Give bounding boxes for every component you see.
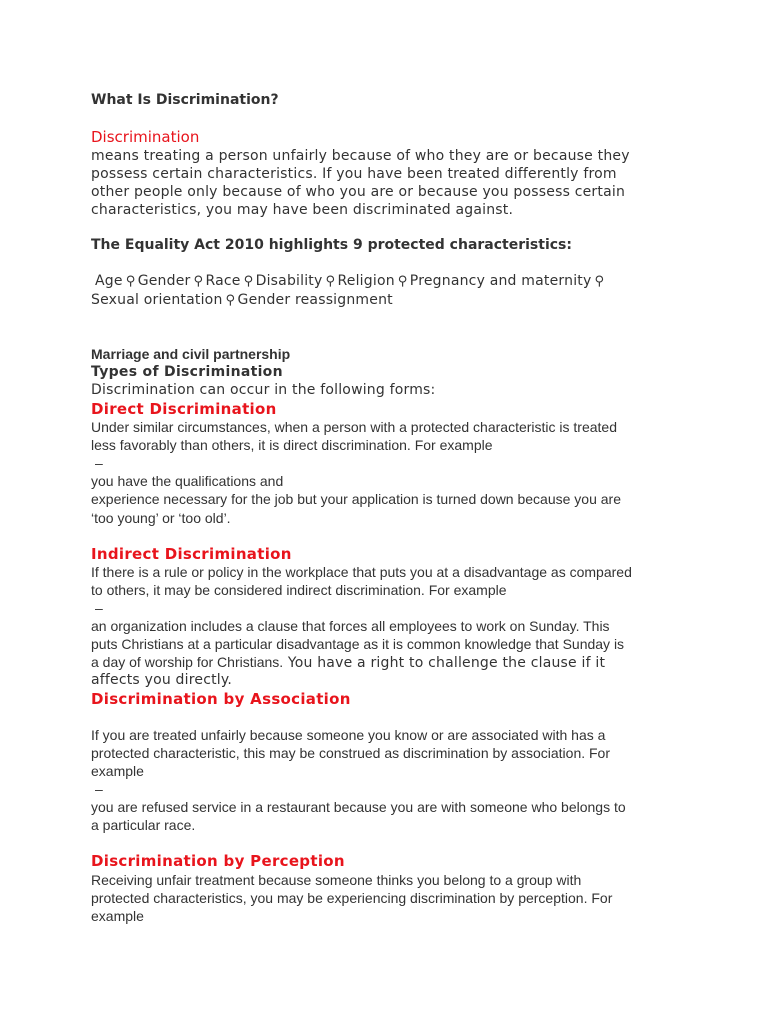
- paragraph-line: example: [91, 908, 144, 924]
- definition-line: other people only because of who you are or because you possess certain: [91, 184, 626, 200]
- dash: –: [95, 600, 103, 616]
- paragraph-line: to others, it may be considered indirect discrimination. For example: [91, 582, 507, 598]
- perception-heading: Discrimination by Perception: [91, 852, 345, 870]
- paragraph-line: affects you directly.: [91, 672, 233, 688]
- paragraph-fragment: You have a right to challenge the clause if it: [283, 655, 606, 671]
- characteristic: Pregnancy and maternity: [409, 273, 592, 289]
- paragraph-line: [91, 654, 605, 672]
- characteristic: Sexual orientation: [91, 292, 223, 308]
- paragraph-line: If there is a rule or policy in the workplace that puts you at a disadvantage as compared: [91, 564, 632, 580]
- indirect-heading: Indirect Discrimination: [91, 545, 292, 563]
- pin-icon: ⚲: [594, 274, 605, 289]
- pin-icon: ⚲: [193, 274, 204, 289]
- paragraph-line: example: [91, 763, 144, 779]
- page-title: What Is Discrimination?: [91, 92, 279, 108]
- dash: –: [95, 781, 103, 797]
- characteristic: Race: [205, 273, 241, 289]
- paragraph-line: protected characteristics, you may be experiencing discrimination by perception. For: [91, 890, 613, 906]
- paragraph-line: less favorably than others, it is direct discrimination. For example: [91, 437, 493, 453]
- paragraph-line: an organization includes a clause that forces all employees to work on Sunday. This: [91, 618, 610, 634]
- types-intro: Discrimination can occur in the following forms:: [91, 382, 436, 398]
- characteristic: Gender: [137, 273, 191, 289]
- characteristic: Age: [95, 273, 123, 289]
- pin-icon: ⚲: [397, 274, 408, 289]
- definition-term: Discrimination: [91, 128, 200, 146]
- paragraph-line: Under similar circumstances, when a person with a protected characteristic is treated: [91, 419, 617, 435]
- marriage-line: Marriage and civil partnership: [91, 346, 291, 362]
- paragraph-line: you are refused service in a restaurant because you are with someone who belongs to: [91, 799, 626, 815]
- characteristic: Disability: [255, 273, 323, 289]
- characteristic: Gender reassignment: [237, 292, 393, 308]
- paragraph-line: puts Christians at a particular disadvantage as it is common knowledge that Sunday is: [91, 636, 625, 652]
- pin-icon: ⚲: [325, 274, 336, 289]
- paragraph-line: experience necessary for the job but your application is turned down because you are: [91, 491, 621, 507]
- characteristics-line-1: [95, 273, 606, 289]
- types-heading: Types of Discrimination: [91, 364, 283, 380]
- direct-heading: Direct Discrimination: [91, 400, 277, 418]
- paragraph-line: you have the qualifications and: [91, 473, 284, 489]
- characteristic: Religion: [337, 273, 395, 289]
- definition-line: characteristics, you may have been discriminated against.: [91, 202, 514, 218]
- pin-icon: ⚲: [125, 274, 136, 289]
- paragraph-line: ‘too young’ or ‘too old’.: [91, 510, 231, 526]
- pin-icon: ⚲: [225, 293, 236, 308]
- definition-line: means treating a person unfairly because of who they are or because they: [91, 148, 630, 164]
- association-heading: Discrimination by Association: [91, 690, 351, 708]
- paragraph-line: protected characteristic, this may be construed as discrimination by association. For: [91, 745, 611, 761]
- characteristics-line-2: [91, 292, 393, 308]
- pin-icon: ⚲: [243, 274, 254, 289]
- paragraph-line: Receiving unfair treatment because someone thinks you belong to a group with: [91, 872, 582, 888]
- definition-line: possess certain characteristics. If you have been treated differently from: [91, 166, 617, 182]
- paragraph-line: If you are treated unfairly because someone you know or are associated with has a: [91, 727, 606, 743]
- equality-act-heading: The Equality Act 2010 highlights 9 protected characteristics:: [91, 237, 572, 253]
- paragraph-fragment: a day of worship for Christians.: [91, 654, 284, 670]
- dash: –: [95, 455, 103, 471]
- paragraph-line: a particular race.: [91, 817, 196, 833]
